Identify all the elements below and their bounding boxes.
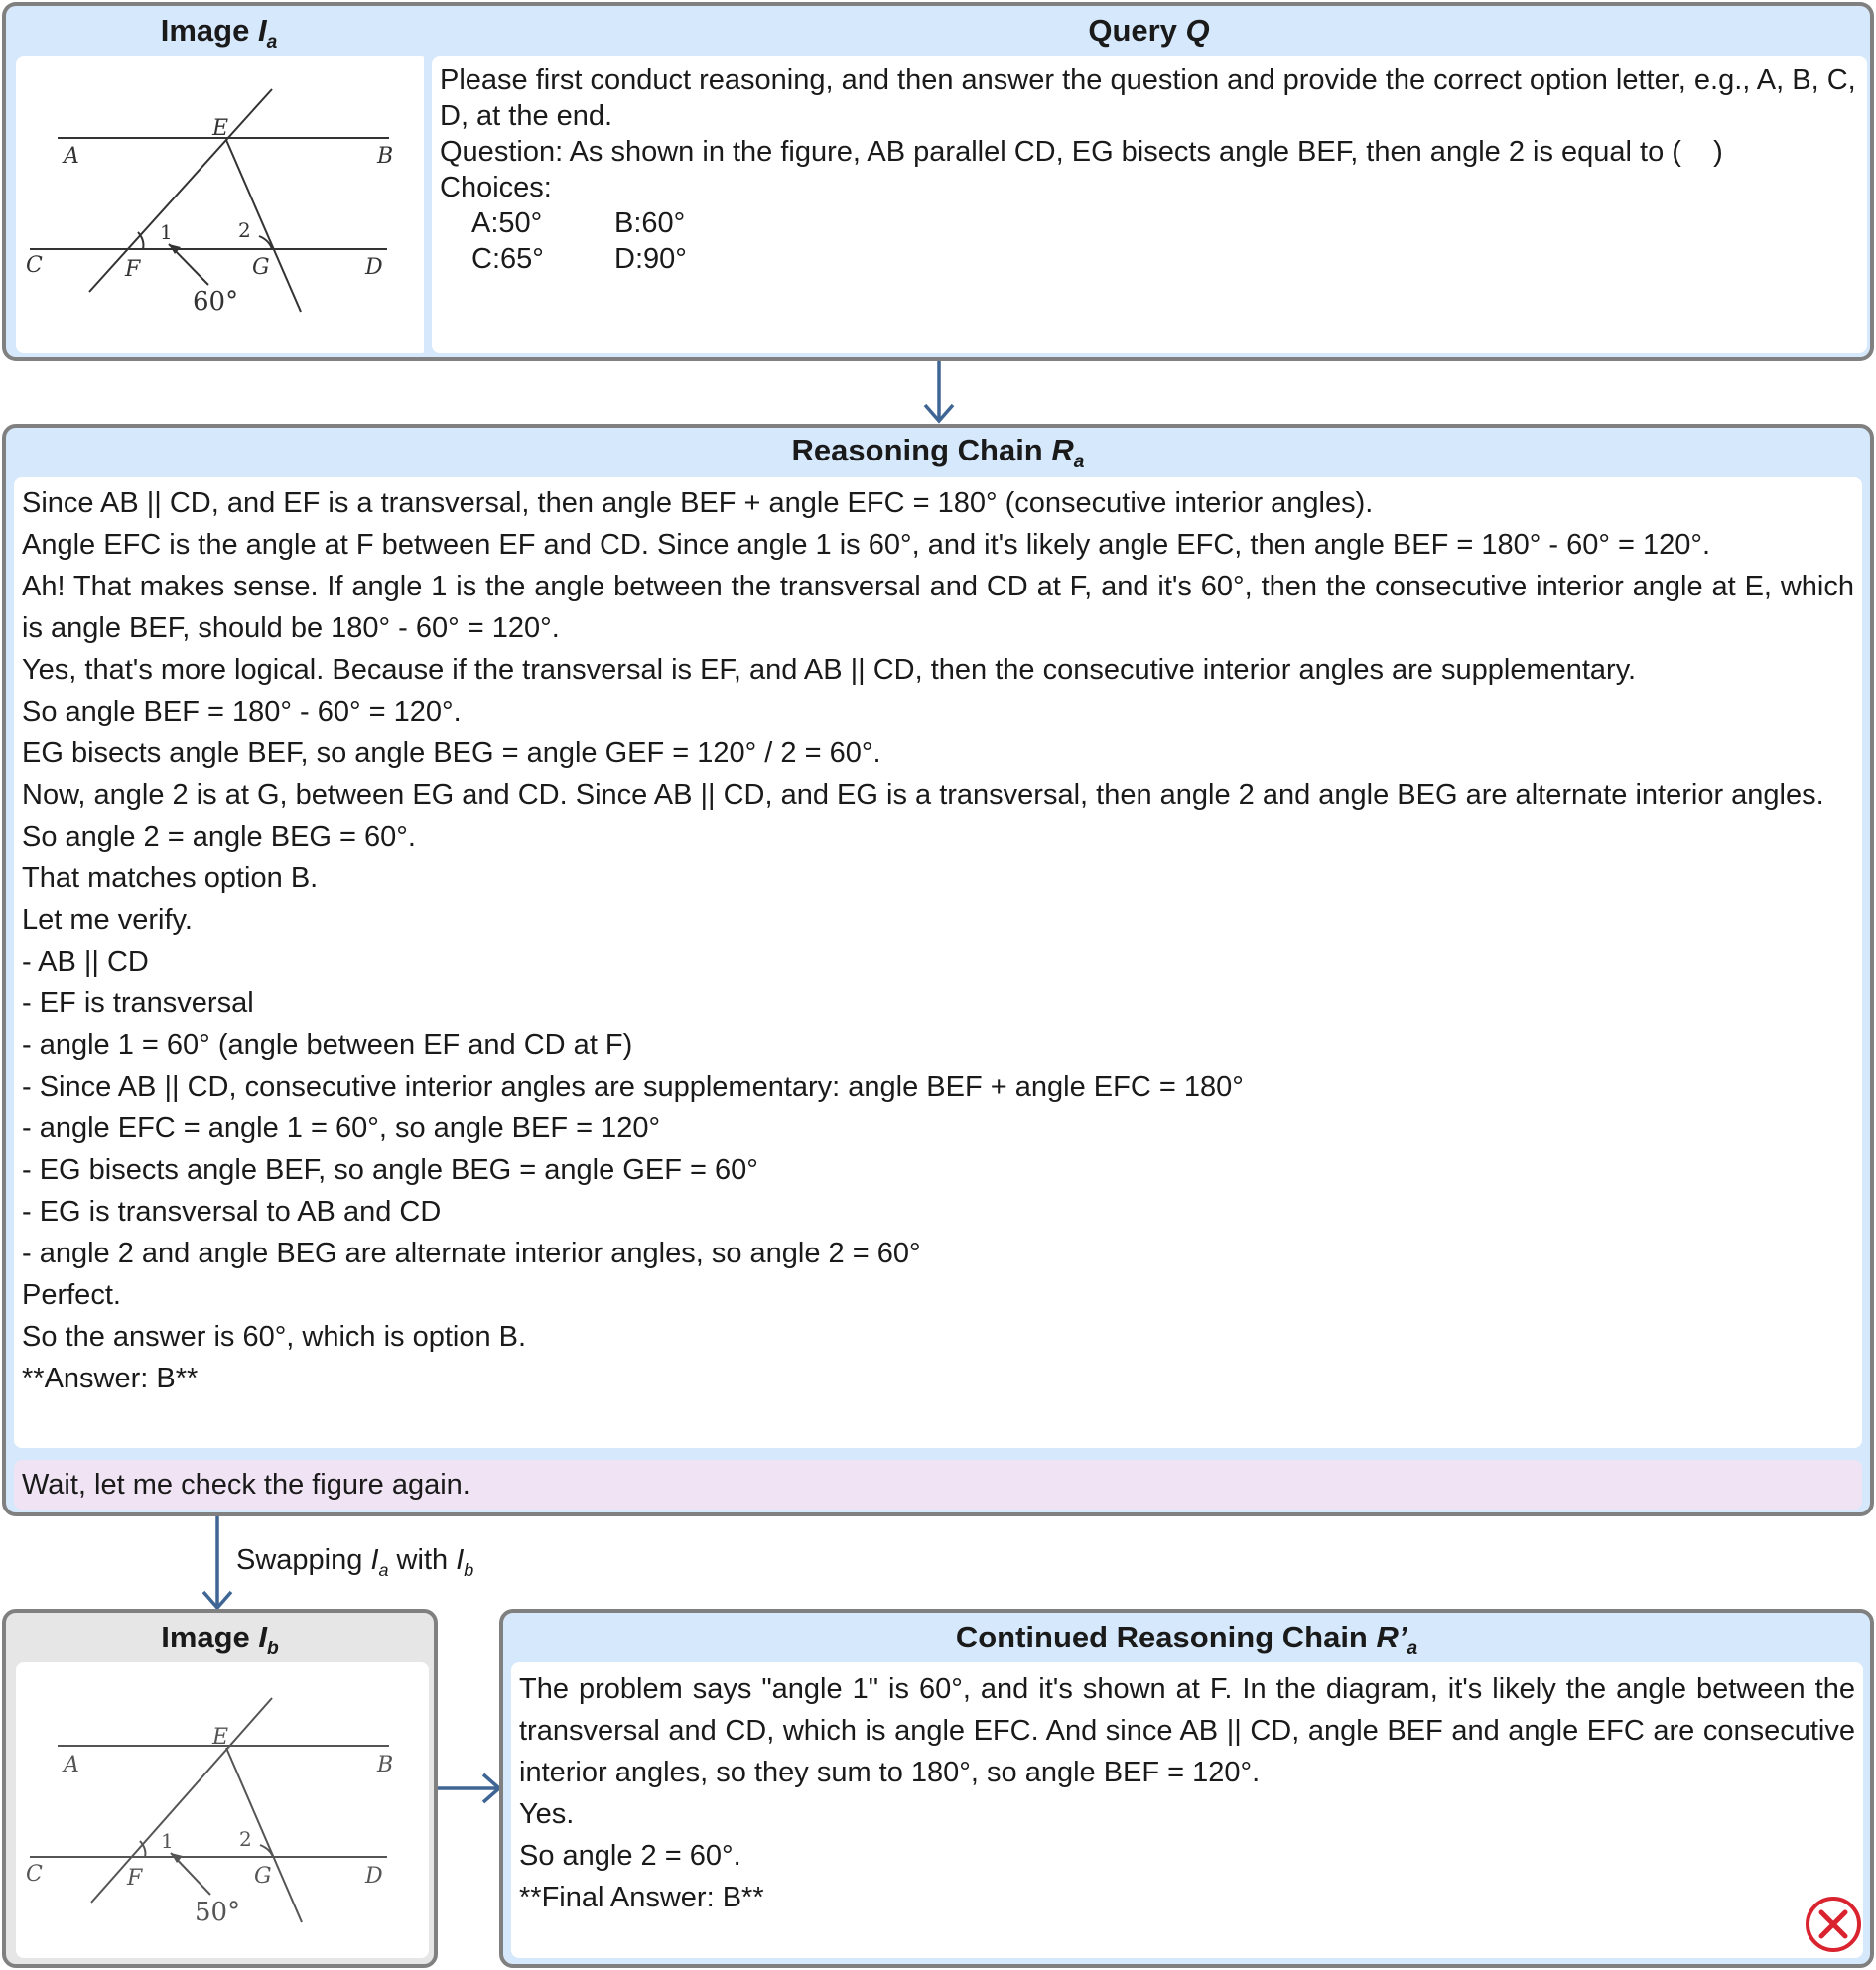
reasoning-line: - AB || CD [22,946,149,978]
svg-text:E: E [212,1725,229,1750]
svg-text:E: E [212,116,229,141]
svg-text:2: 2 [239,1827,252,1851]
continued-line: **Final Answer: B** [519,1882,764,1913]
query-question: Question: As shown in the figure, AB parallel CD, EG bisects angle BEF, then angle 2 is equal to ( ) [440,136,1723,168]
svg-text:1: 1 [161,1829,174,1853]
svg-text:1: 1 [160,220,173,244]
reasoning-line: So angle 2 = angle BEG = 60°. [22,821,416,853]
svg-text:B: B [377,1753,394,1777]
image-a-canvas [16,56,429,353]
reasoning-line: - angle EFC = angle 1 = 60°, so angle BEF = 120° [22,1113,661,1144]
svg-text:D: D [365,255,383,280]
svg-text:C: C [26,253,43,278]
reasoning-line: So the answer is 60°, which is option B. [22,1321,527,1353]
reasoning-line: - EG is transversal to AB and CD [22,1196,442,1228]
reasoning-line: Yes, that's more logical. Because if the transversal is EF, and AB || CD, then the consecutive interior angles are supplementary. [22,654,1637,686]
svg-text:F: F [125,257,141,282]
continued-reasoning-panel [499,1609,1874,1968]
choice-a: A:50° [471,207,543,239]
reasoning-panel [2,424,1874,1516]
continued-paragraph: The problem says "angle 1" is 60°, and it's shown at F. In the diagram, it's likely the angle between the transversal and CD, which is angle EFC. And since AB || CD, angle BEF and angle EFC are consecutive interior angles, so they sum to 180°, so angle BEF = 120°. [519,1673,1864,1788]
choice-b: B:60° [614,207,686,239]
continued-line: Yes. [519,1798,575,1830]
reasoning-line: - angle 2 and angle BEG are alternate interior angles, so angle 2 = 60° [22,1238,921,1269]
reasoning-line: - EF is transversal [22,987,254,1019]
reasoning-line: Since AB || CD, and EF is a transversal, then angle BEF + angle EFC = 180° (consecutive interior angles). [22,487,1374,519]
reasoning-line: **Answer: B** [22,1363,199,1394]
image-a-title: Image $I_a$ [160,13,278,54]
reasoning-line: So angle BEF = 180° - 60° = 120°. [22,696,462,727]
reasoning-line: Now, angle 2 is at G, between EG and CD. Since AB || CD, and EG is a transversal, then angle 2 and angle BEG are alternate interior angles. [22,779,1824,811]
continued-reasoning-body [511,1662,1863,1958]
choice-d: D:90° [614,243,687,275]
svg-text:2: 2 [238,218,251,242]
svg-text:C: C [26,1862,43,1887]
reasoning-line: Let me verify. [22,904,193,936]
svg-text:G: G [254,1864,272,1889]
continued-reasoning-title: Continued Reasoning Chain $R’_a$ [955,1620,1418,1660]
svg-text:A: A [64,1753,79,1777]
continued-line: So angle 2 = 60°. [519,1840,741,1872]
query-intro: Please first conduct reasoning, and then answer the question and provide the correct option letter, e.g., A, B, C, D, at the end. [440,65,1864,132]
reasoning-line: - EG bisects angle BEF, so angle BEG = angle GEF = 60° [22,1154,758,1186]
image-b-panel [2,1609,438,1968]
query-choices-label: Choices: [440,172,552,203]
svg-text:D: D [365,1864,383,1889]
swap-label: Swapping $I_a$ with $I_b$ [236,1544,474,1580]
x-circle-icon [1805,1896,1862,1953]
wait-line-box [14,1460,1862,1510]
svg-text:G: G [252,255,270,280]
image-a-panel [2,2,428,361]
svg-text:F: F [127,1866,143,1891]
right-arrow-icon [438,1771,503,1806]
query-panel [424,2,1874,361]
reasoning-line: Angle EFC is the angle at F between EF and CD. Since angle 1 is 60°, and it's likely angle EFC, then angle BEF = 180° - 60° = 120°. [22,529,1711,561]
reasoning-line: EG bisects angle BEF, so angle BEG = angle GEF = 120° / 2 = 60°. [22,737,881,769]
wait-line: Wait, let me check the figure again. [22,1469,470,1501]
reasoning-line: Perfect. [22,1279,121,1311]
svg-text:50°: 50° [195,1898,241,1927]
down-arrow-icon [921,361,957,425]
reasoning-line: Ah! That makes sense. If angle 1 is the angle between the transversal and CD at F, and it's 60°, then the consecutive interior angle at E, which is angle BEF, should be 180° - 60° = 120°. [22,571,1863,644]
query-body [432,56,1867,353]
svg-text:60°: 60° [193,287,239,317]
geometry-figure-b [16,1662,429,1958]
image-b-title: Image $I_b$ [161,1620,279,1660]
geometry-figure-a [16,56,429,353]
reasoning-line: That matches option B. [22,862,319,894]
image-b-canvas [16,1662,429,1958]
reasoning-line: - Since AB || CD, consecutive interior angles are supplementary: angle BEF + angle EFC = 180° [22,1071,1244,1103]
choice-c: C:65° [471,243,544,275]
reasoning-body [14,477,1862,1448]
down-arrow-icon [200,1516,235,1612]
svg-text:B: B [377,144,394,169]
reasoning-title: Reasoning Chain $R_a$ [791,433,1085,473]
query-title: Query Q [1088,13,1210,48]
svg-text:A: A [64,144,79,169]
reasoning-line: - angle 1 = 60° (angle between EF and CD at F) [22,1029,633,1061]
